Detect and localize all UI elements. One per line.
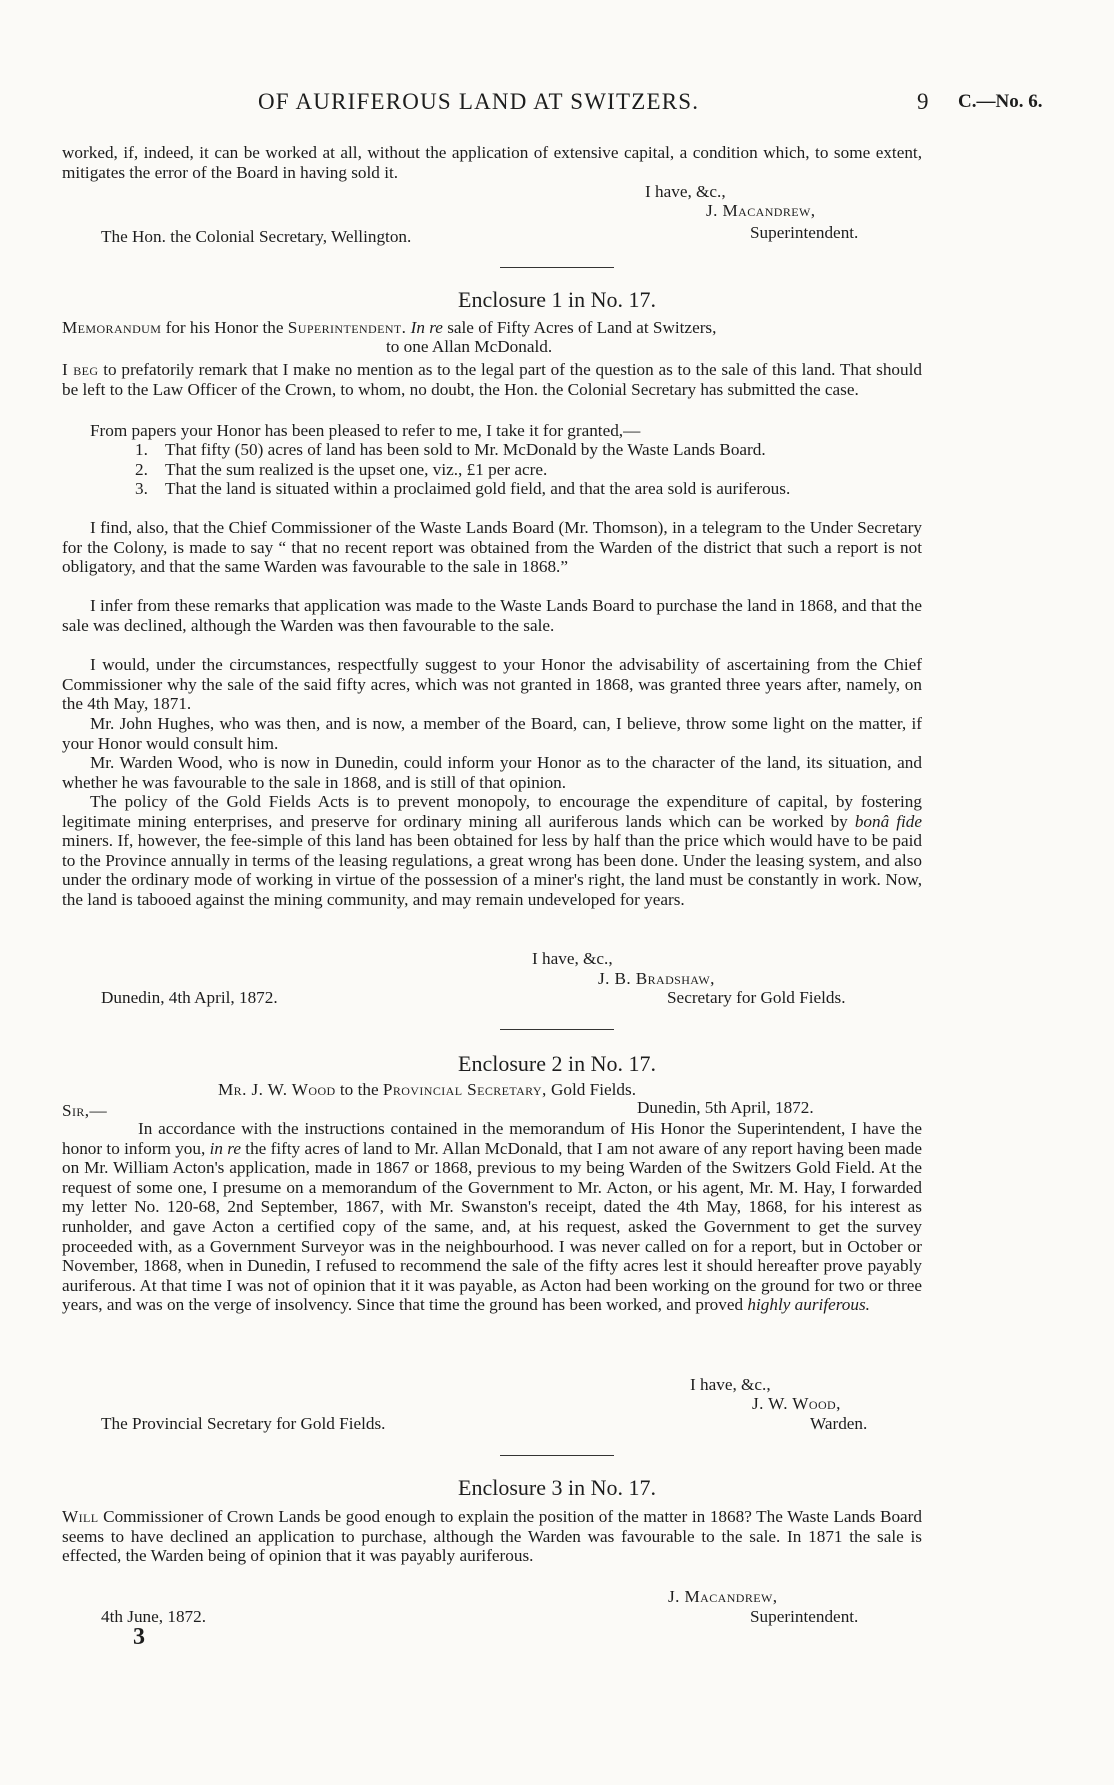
signature-mark: 3 [133,1624,145,1650]
subhead-text: to the [335,1080,383,1099]
enc3-date-line: 4th June, 1872. [101,1607,207,1626]
letter-signatory: J. Macandrew, [706,201,816,220]
enc2-addressee: The Provincial Secretary for Gold Fields. [101,1414,386,1433]
enc1-signatory: J. B. Bradshaw, [598,969,715,988]
list-item [135,479,922,499]
section-rule [500,267,614,268]
enc1-para-5: I would, under the circumstances, respectfully suggest to your Honor the advisability of ascertaining from the Chief Commissioner why the sale of the said fifty acres, which was not granted in 1868, was granted three years after, namely, on the 4th May, 1871. [62,655,922,714]
enc2-signatory: J. W. Wood, [752,1394,841,1413]
memo-label: Memorandum [62,318,162,337]
enc1-date-line: Dunedin, 4th April, 1872. [101,988,278,1007]
list-item [135,460,922,480]
enc3-para [62,1507,922,1566]
enc2-date-line: Dunedin, 5th April, 1872. [637,1098,814,1117]
enc2-salutation: Sir,— [62,1101,108,1120]
para-text: the fifty acres of land to Mr. Allan McDonald, that I am not aware of any report having been made on Mr. William Acton's application, made in 1867 or 1868, previous to my being Warden of the Switzers Gold Field. At the request of some one, I presume on a memorandum of the Government to Mr. Acton, or his agent, Mr. M. Hay, I forwarded my letter No. 120-68, 2nd September, 1867, with Mr. Swanston's receipt, dated the 4th May, 1868, for his interest as runholder, and gave Acton a certified copy of the same, and, at his request, asked the Government to get the survey proceeded with, as a Government Surveyor was in the neighbourhood. I was never called on for a report, but in October or November, 1868, when in Dunedin, I refused to recommend the sale of the fifty acres lest it should hereafter prove payably auriferous. At that time I was not of opinion that it it was payable, as Acton had been working on the ground for two or three years, and was on the verge of insolvency. Since that time the ground has been worked, and proved [62,1138,923,1315]
para-text: miners. If, however, the fee-simple of this land has been obtained for less by half than the price which would have to be paid to the Province annually in terms of the leasing regulations, a great wrong has been done. Under the leasing system, and also under the ordinary mode of working in virtue of the possession of a miner's right, the land must be constantly in work. Now, the land is tabooed against the mining community, and may remain undeveloped for years. [62,831,922,909]
section-rule [500,1455,614,1456]
enc2-closing: I have, &c., [690,1375,771,1394]
para-text: In accordance with the instructions contained in the memorandum of His Honor the Superintendent, I have the honor to inform you, [62,1119,922,1158]
list-item-text: That the land is situated within a proclaimed gold field, and that the area sold is auriferous. [165,479,791,498]
enclosure-1-heading: Enclosure 1 in No. 17. [458,287,656,312]
enc2-subheading [218,1080,636,1100]
memo-subject-line2: to one Allan McDonald. [386,337,553,356]
enc1-signatory-title: Secretary for Gold Fields. [667,988,846,1007]
para-text: The policy of the Gold Fields Acts is to prevent monopoly, to encourage the expenditure of capital, by fostering legitimate mining enterprises, and preserve for ordinary mining all auriferous lands which can be worked by [62,792,922,831]
subhead-dept: Gold Fields. [546,1080,636,1099]
subhead-recipient: Provincial Secretary, [382,1080,547,1099]
para-italic: bonâ fide [854,811,923,831]
paper-reference: C.—No. 6. [958,91,1043,112]
para-italic: highly auriferous. [747,1295,870,1315]
list-item-number: 1. [135,440,148,459]
enclosure-2-heading: Enclosure 2 in No. 17. [458,1051,656,1076]
letter-addressee: The Hon. the Colonial Secretary, Wellington. [101,227,412,246]
running-head: OF AURIFEROUS LAND AT SWITZERS. [258,89,700,114]
memo-in-re: In re [406,318,443,337]
enc2-signatory-title: Warden. [810,1414,868,1433]
list-item-text: That the sum realized is the upset one, viz., £1 per acre. [165,460,548,479]
enc1-para-6: Mr. John Hughes, who was then, and is now, a member of the Board, can, I believe, throw some light on the matter, if your Honor would consult him. [62,714,922,753]
memo-superintendent: Superintendent. [287,318,407,337]
enc1-para-4: I infer from these remarks that application was made to the Waste Lands Board to purchase the land in 1868, and that the sale was declined, although the Warden was then favourable to the sale. [62,596,922,635]
para-text: Commissioner of Crown Lands be good enough to explain the position of the matter in 1868? The Waste Lands Board seems to have declined an application to purchase, although the Warden was favourable to the sale. In 1871 the sale is effected, the Warden being of opinion that it was payably auriferous. [62,1507,922,1566]
list-item-number: 3. [135,479,148,498]
memo-text: for his Honor the [161,318,288,337]
letter-signatory-title: Superintendent. [750,223,859,242]
list-item-number: 2. [135,460,148,479]
enc3-signatory: J. Macandrew, [668,1587,778,1606]
enc1-para-8 [62,792,922,910]
letter-closing: I have, &c., [645,182,726,201]
list-item [135,440,922,460]
para-lead-word: Will [62,1507,99,1526]
enc1-para-1 [62,360,922,399]
enc1-para-7: Mr. Warden Wood, who is now in Dunedin, could inform your Honor as to the character of the land, its situation, and whether he was favourable to the sale in 1868, and is still of that opinion. [62,753,922,792]
enc1-para-2: From papers your Honor has been pleased to refer to me, I take it for granted,— [90,421,641,440]
list-item-text: That fifty (50) acres of land has been sold to Mr. McDonald by the Waste Lands Board. [165,440,766,459]
section-rule [500,1029,614,1030]
page-number: 9 [917,89,929,114]
enc2-para-1 [62,1119,922,1315]
letter-continuation: worked, if, indeed, it can be worked at all, without the application of extensive capital, a condition which, to some extent, mitigates the error of the Board in having sold it. [62,143,922,182]
enc1-closing: I have, &c., [532,949,613,968]
memo-heading-line [62,318,922,338]
enclosure-3-heading: Enclosure 3 in No. 17. [458,1475,656,1500]
memo-subject: sale of Fifty Acres of Land at Switzers, [442,318,717,337]
enc3-signatory-title: Superintendent. [750,1607,859,1626]
subhead-writer: Mr. J. W. Wood [218,1080,336,1099]
para-italic: in re [209,1138,241,1158]
enc1-para-3: I find, also, that the Chief Commissioner of the Waste Lands Board (Mr. Thomson), in a telegram to the Under Secretary for the Colony, is made to say “ that no recent report was obtained from the Warden of the district that such a report is not obligatory, and that the same Warden was favourable to the sale in 1868.” [62,518,922,577]
para-text: to prefatorily remark that I make no mention as to the legal part of the question as to the sale of this land. That should be left to the Law Officer of the Crown, to whom, no doubt, the Hon. the Colonial Secretary has submitted the case. [62,360,922,399]
para-lead-word: I beg [62,360,99,379]
